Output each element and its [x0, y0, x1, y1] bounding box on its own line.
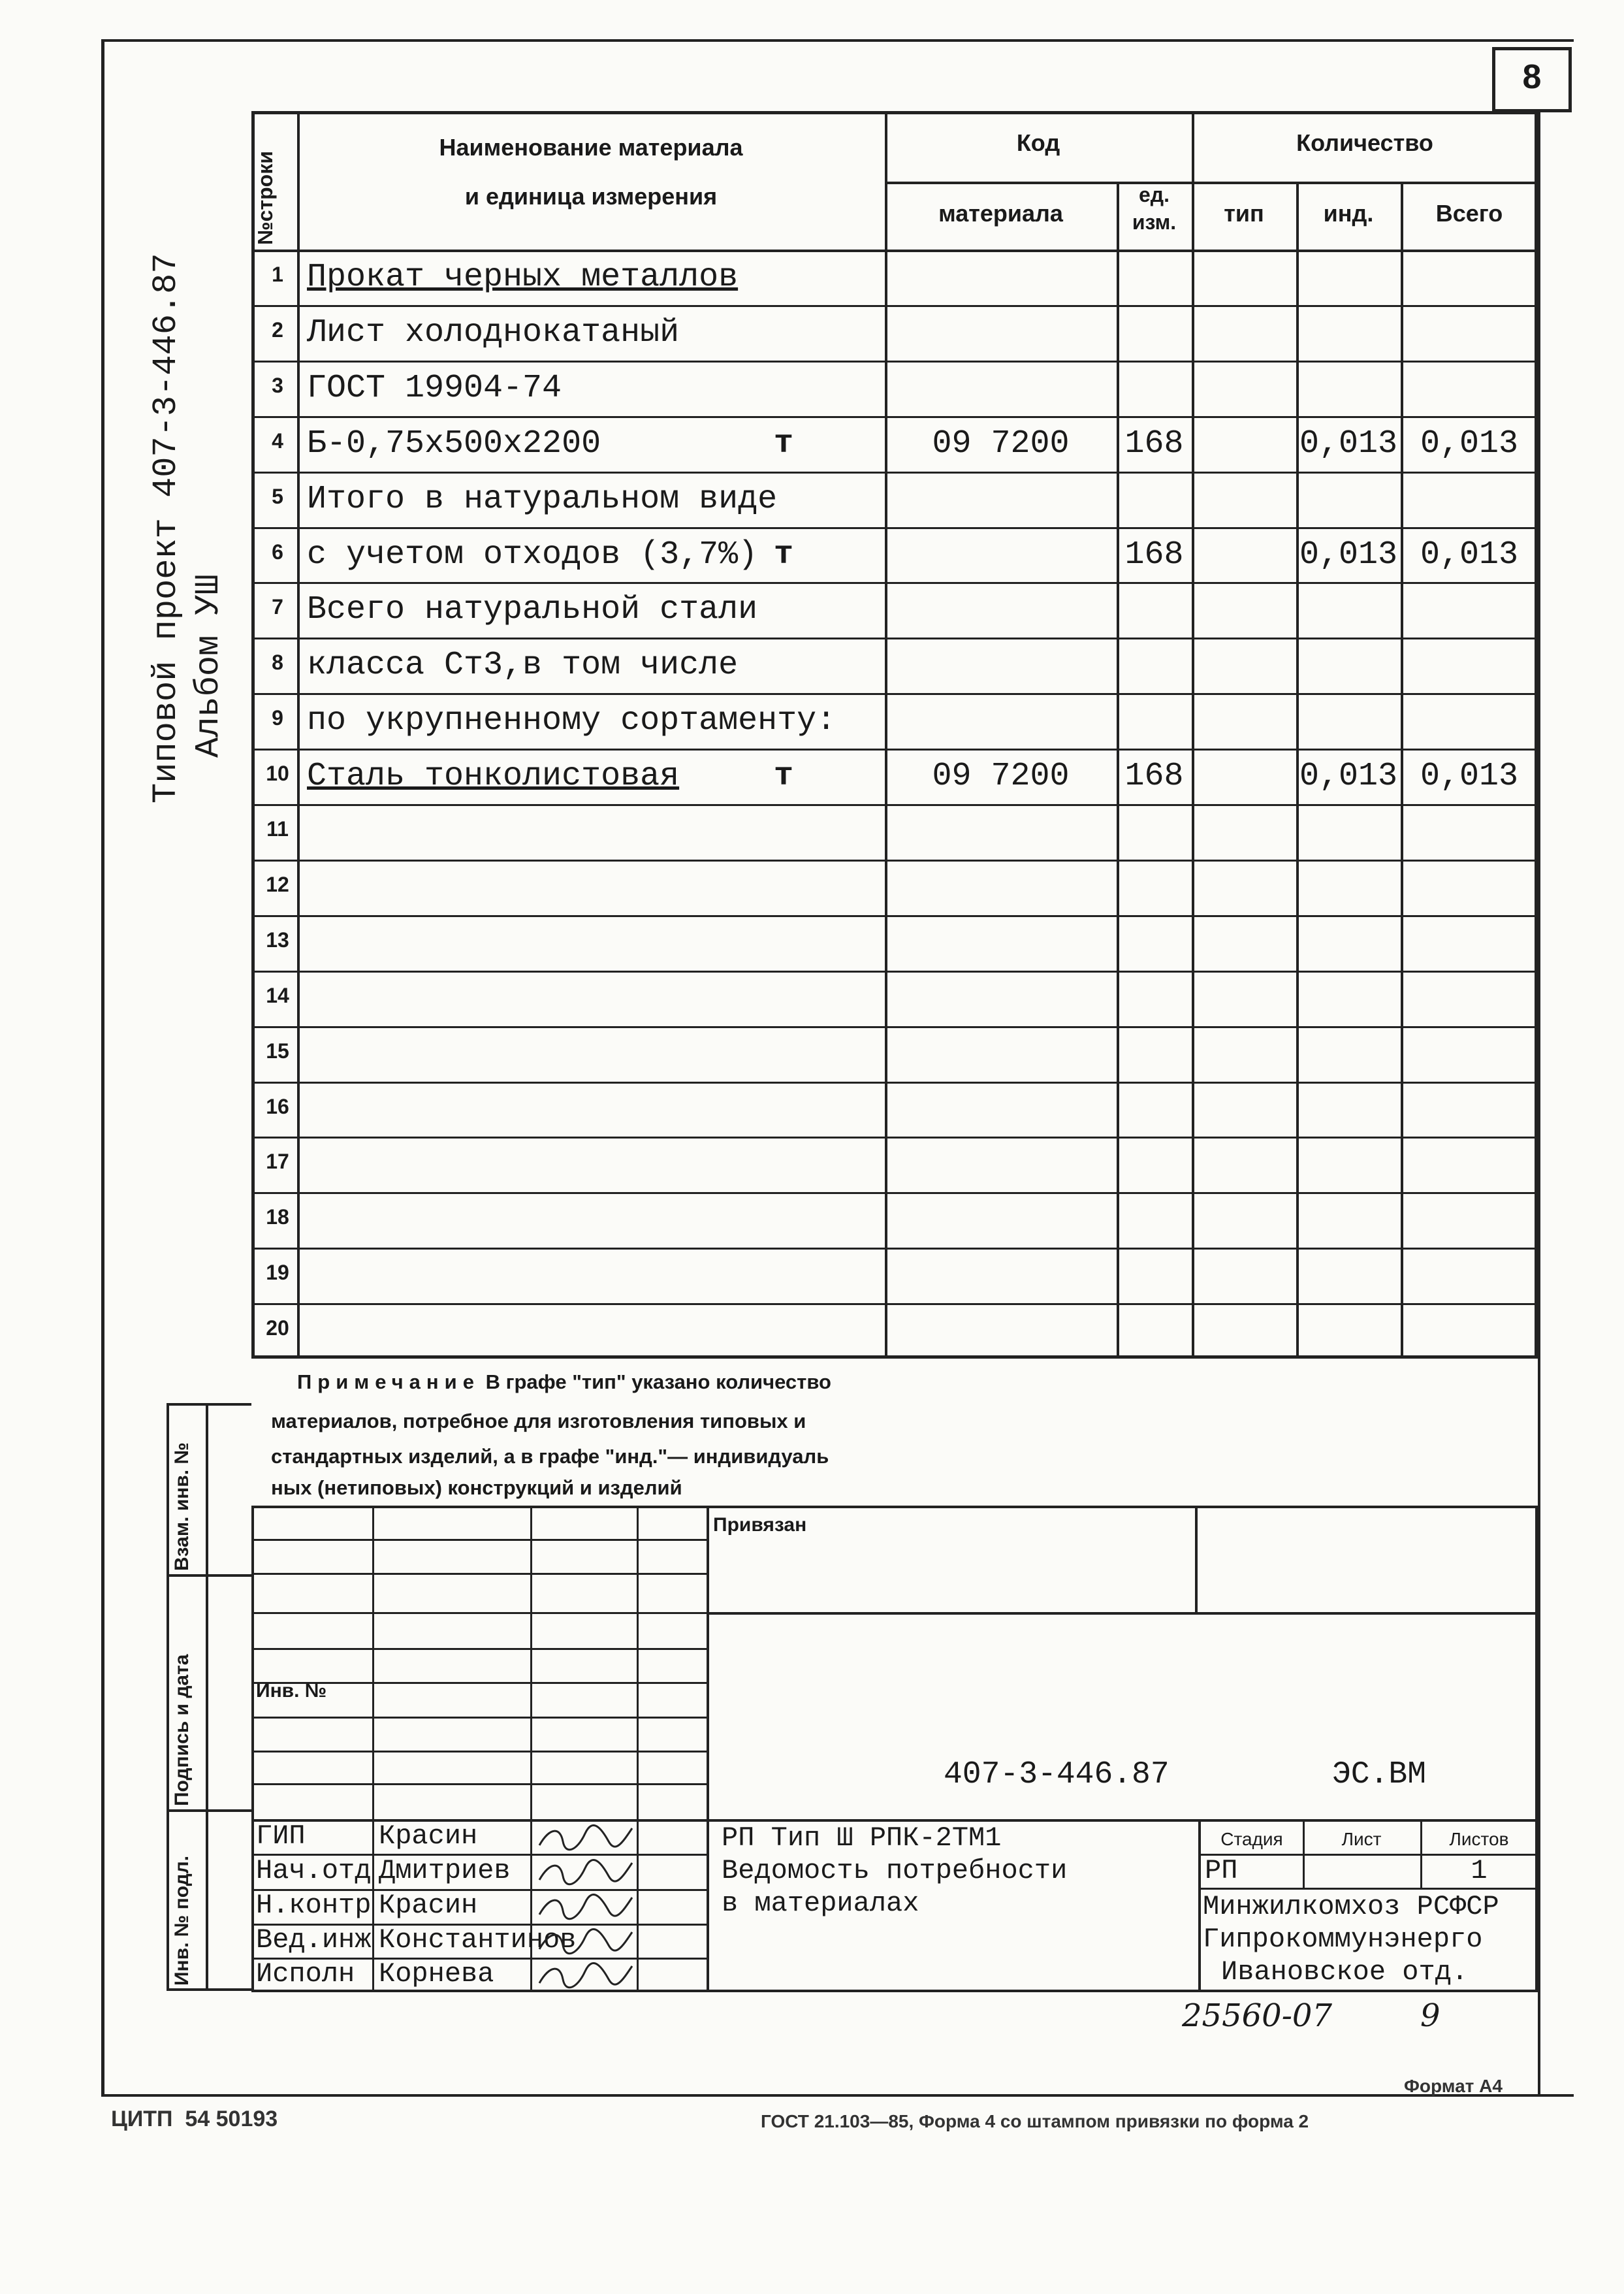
signature	[537, 1926, 635, 1957]
signer-name: Корнева	[379, 1958, 494, 1990]
org-line3: Ивановское отд.	[1221, 1956, 1469, 1988]
row-total: 0,013	[1420, 425, 1519, 462]
note-text-1: В графе "тип" указано количество	[485, 1370, 831, 1393]
row-name: Прокат черных металлов	[307, 259, 739, 296]
row-number: 1	[272, 263, 283, 286]
header-code-unit-2: изм.	[1132, 210, 1177, 234]
row-number: 9	[272, 706, 283, 730]
header-qty-ind: инд.	[1323, 200, 1374, 227]
signer-name: Красин	[379, 1890, 478, 1921]
row-name: класса Ст3,в том числе	[307, 647, 739, 685]
page-number: 8	[1522, 58, 1542, 96]
row-number: 8	[272, 651, 283, 675]
org-line2: Гипрокоммунэнерго	[1203, 1924, 1483, 1955]
privyazan-label: Привязан	[713, 1514, 807, 1536]
side-title-line1: Типовой проект 407-3-446.87	[147, 253, 185, 803]
row-unit: т	[774, 536, 794, 574]
description-line3: в материалах	[722, 1888, 919, 1919]
row-number: 2	[272, 317, 283, 342]
stage-label: Стадия	[1220, 1829, 1283, 1849]
row-uom: 168	[1124, 425, 1184, 462]
doc-mark: ЭС.ВМ	[1332, 1757, 1427, 1792]
row-unit: т	[774, 758, 794, 796]
row-ind: 0,013	[1299, 425, 1398, 462]
row-total: 0,013	[1420, 536, 1519, 574]
row-number: 19	[266, 1261, 289, 1285]
header-quantity: Количество	[1296, 129, 1433, 156]
signer-role: Исполн	[256, 1958, 355, 1990]
header-code-unit-1: ед.	[1139, 183, 1170, 206]
format-label: Формат А4	[1404, 2076, 1503, 2096]
row-name: Лист холоднокатаный	[307, 314, 680, 351]
row-ind: 0,013	[1299, 758, 1398, 796]
row-uom: 168	[1124, 758, 1184, 796]
row-number: 4	[272, 428, 283, 453]
header-code: Код	[1016, 129, 1060, 156]
footer-left: ЦИТП 54 50193	[111, 2107, 278, 2131]
inv-no-label: Инв. №	[256, 1680, 327, 1702]
row-name: Сталь тонколистовая	[307, 758, 680, 796]
stage-value: РП	[1205, 1855, 1238, 1886]
signer-name: Красин	[379, 1820, 478, 1852]
handwritten-sheet: 9	[1420, 1997, 1441, 2034]
sheet-label: Лист	[1341, 1829, 1382, 1849]
row-name: по укрупненному сортаменту:	[307, 702, 836, 740]
row-name: Б-0,75х500х2200	[307, 425, 601, 462]
row-number: 6	[272, 540, 283, 564]
row-name: Итого в натуральном виде	[307, 480, 778, 518]
header-row-no: №строки	[253, 151, 277, 245]
footer-right: ГОСТ 21.103—85, Форма 4 со штампом привязки по форма 2	[761, 2111, 1309, 2131]
row-name: ГОСТ 19904-74	[307, 369, 562, 407]
description-line1: РП Тип Ш РПК-2ТМ1	[722, 1822, 1002, 1854]
handwritten-number: 25560-07	[1182, 1997, 1332, 2034]
header-name-line2: и единица измерения	[464, 183, 718, 210]
row-number: 5	[272, 484, 283, 508]
header-qty-type: тип	[1224, 200, 1264, 227]
row-number: 7	[272, 595, 283, 619]
signer-name: Дмитриев	[379, 1855, 511, 1886]
row-number: 16	[266, 1094, 289, 1118]
side-title-line2: Альбом УШ	[189, 574, 228, 758]
row-name: Всего натуральной стали	[307, 591, 758, 629]
row-ind: 0,013	[1299, 536, 1398, 574]
row-number: 18	[266, 1205, 289, 1229]
row-number: 17	[266, 1150, 289, 1174]
row-number: 3	[272, 373, 283, 397]
signer-role: Н.контр	[256, 1890, 372, 1921]
header-qty-total: Всего	[1435, 200, 1503, 227]
description-line2: Ведомость потребности	[722, 1855, 1068, 1886]
note-line3: стандартных изделий, а в графе "инд."— индивидуаль	[271, 1445, 829, 1468]
margin-vzam-label: Взам. инв. №	[171, 1442, 193, 1571]
note-line4: ных (нетиповых) конструкций и изделий	[271, 1476, 682, 1499]
signature	[537, 1856, 635, 1888]
row-number: 10	[266, 762, 289, 786]
sheets-label: Листов	[1449, 1829, 1509, 1849]
org-line1: Минжилкомхоз РСФСР	[1203, 1891, 1499, 1922]
signer-role: Вед.инж	[256, 1924, 372, 1956]
note-line1	[297, 1370, 831, 1394]
signer-role: Нач.отд	[256, 1855, 372, 1886]
signature	[537, 1891, 635, 1922]
header-code-material: материала	[938, 200, 1063, 227]
signer-role: ГИП	[256, 1820, 306, 1852]
doc-code: 407-3-446.87	[944, 1757, 1170, 1792]
signer-name: Константинов	[379, 1924, 577, 1956]
row-code: 09 7200	[932, 758, 1070, 796]
row-total: 0,013	[1420, 758, 1519, 796]
margin-inv-label: Инв. № подл.	[171, 1855, 193, 1986]
row-number: 12	[266, 872, 289, 896]
row-uom: 168	[1124, 536, 1184, 574]
row-name: с учетом отходов (3,7%)	[307, 536, 758, 574]
row-unit: т	[774, 425, 794, 462]
header-name-line1: Наименование материала	[439, 134, 743, 161]
sheets-value: 1	[1471, 1855, 1488, 1886]
outer-frame-right	[1538, 111, 1540, 2097]
margin-podpis-label: Подпись и дата	[171, 1654, 193, 1806]
signature	[537, 1822, 635, 1853]
row-code: 09 7200	[932, 425, 1070, 462]
row-number: 11	[266, 817, 289, 841]
row-number: 13	[266, 928, 289, 952]
signature	[537, 1960, 635, 1991]
note-heading: Примечание	[297, 1370, 480, 1393]
row-number: 15	[266, 1039, 289, 1063]
row-number: 14	[266, 983, 289, 1007]
row-number: 20	[266, 1316, 289, 1340]
note-line2: материалов, потребное для изготовления типовых и	[271, 1410, 806, 1432]
